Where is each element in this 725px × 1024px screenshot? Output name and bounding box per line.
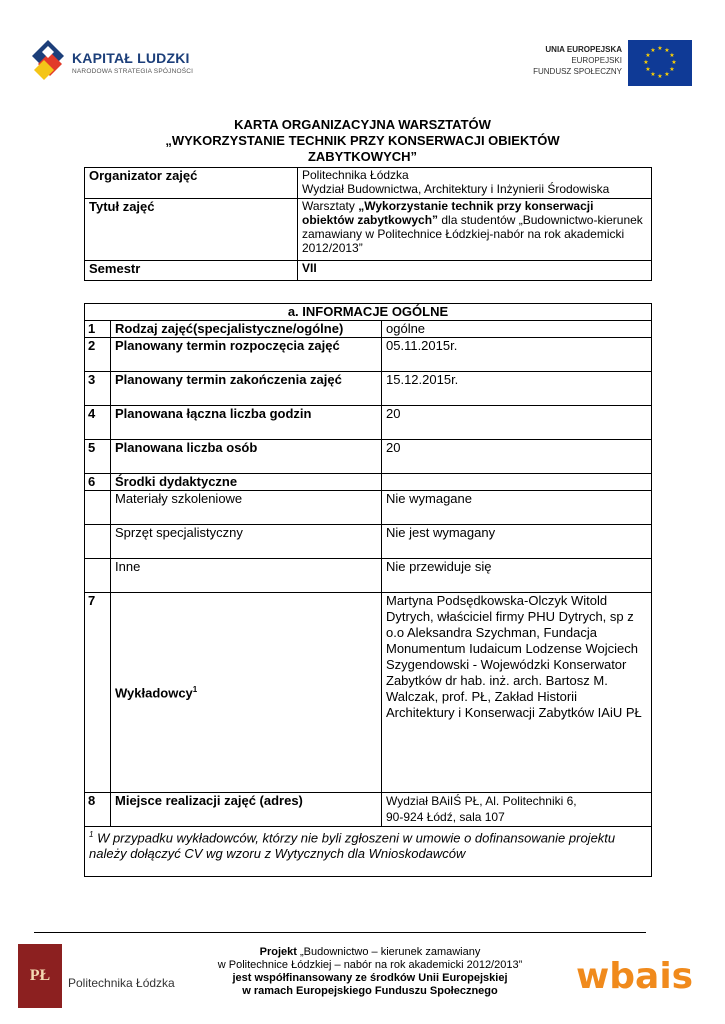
svg-text:★: ★ xyxy=(669,52,675,59)
organization-table xyxy=(84,167,652,281)
footnote-mark: 1 xyxy=(89,830,94,839)
footnote-text: W przypadku wykładowców, którzy nie byli zgłoszeni w umowie o dofinansowanie projektu należy dołączyć CV wg wzoru z Wytycznych dla Wnioskodawców xyxy=(89,830,616,862)
info-row xyxy=(85,321,652,338)
project-line2: w Politechnice Łódzkiej – nabór na rok akademicki 2012/2013” xyxy=(217,959,523,971)
row-number-empty xyxy=(85,491,111,525)
eu-line3: FUNDUSZ SPOŁECZNY xyxy=(533,67,622,76)
svg-text:★: ★ xyxy=(657,45,663,52)
course-title-row xyxy=(85,199,652,261)
teaching-aid-label: Sprzęt specjalistyczny xyxy=(111,525,382,559)
svg-text:★: ★ xyxy=(657,73,663,80)
svg-text:★: ★ xyxy=(645,66,651,73)
info-header: a. INFORMACJE OGÓLNE xyxy=(85,304,652,321)
title-line2: „WYKORZYSTANIE TECHNIK PRZY KONSERWACJI OBIEKTÓW xyxy=(165,133,560,148)
course-title-rest: dla studentów „Budownictwo-kierunek zamawiany w Politechnice Łódzkiej-nabór na rok akademicki 2012/2013” xyxy=(302,213,643,255)
row-value: 05.11.2015r. xyxy=(382,338,652,372)
lecturers-label-cell xyxy=(111,593,382,793)
kapital-ludzki-title: KAPITAŁ LUDZKI xyxy=(72,50,190,66)
row-label: Planowana liczba osób xyxy=(111,440,382,474)
title-line3: ZABYTKOWYCH” xyxy=(307,149,418,164)
info-row xyxy=(85,440,652,474)
project-line1-text: „Budownictwo – kierunek zamawiany xyxy=(296,946,481,958)
svg-text:★: ★ xyxy=(650,71,656,78)
row-value xyxy=(382,474,652,491)
eu-flag-icon xyxy=(628,40,692,86)
lecturers-value: Martyna Podsędkowska-Olczyk Witold Dytrych, właściciel firmy PHU Dytrych, sp z o.o Aleksandra Szychman, Fundacja Monumentum Iudaicum Lodzense Wojciech Szygendowski - Wojewódzki Konserwator Zabytków dr hab. inż. arch. Bartosz M. Walczak, prof. PŁ, Zakład Historii Architektury i Konserwacji Zabytków IAiU PŁ xyxy=(382,593,652,793)
organizer-line1: Politechnika Łódzka xyxy=(302,168,409,182)
course-title-prefix: Warsztaty xyxy=(302,199,359,213)
project-line4: w ramach Europejskiego Funduszu Społecznego xyxy=(242,985,498,997)
course-title-value xyxy=(298,199,652,261)
teaching-aid-row xyxy=(85,559,652,593)
lecturers-row xyxy=(85,593,652,793)
teaching-aid-label: Materiały szkoleniowe xyxy=(111,491,382,525)
row-number: 2 xyxy=(85,338,111,372)
row-value: ogólne xyxy=(382,321,652,338)
svg-text:★: ★ xyxy=(671,59,677,66)
svg-text:★: ★ xyxy=(664,47,670,54)
row-label: Planowana łączna liczba godzin xyxy=(111,406,382,440)
course-title-label: Tytuł zajęć xyxy=(85,199,298,261)
info-row xyxy=(85,372,652,406)
row-number: 3 xyxy=(85,372,111,406)
teaching-aid-value: Nie jest wymagany xyxy=(382,525,652,559)
svg-text:★: ★ xyxy=(650,47,656,54)
row-label: Środki dydaktyczne xyxy=(111,474,382,491)
row-number: 1 xyxy=(85,321,111,338)
kapital-ludzki-logo xyxy=(28,36,208,90)
svg-text:★: ★ xyxy=(643,59,649,66)
project-label: Projekt xyxy=(259,946,297,958)
eu-logo xyxy=(512,40,692,90)
footer-divider xyxy=(34,932,646,933)
row-value: 20 xyxy=(382,406,652,440)
row-number-empty xyxy=(85,525,111,559)
general-info-table xyxy=(84,303,652,877)
footnote-row xyxy=(85,827,652,877)
pl-name: Politechnika Łódzka xyxy=(68,976,175,990)
location-row xyxy=(85,793,652,827)
pl-emblem-icon: PŁ xyxy=(18,944,62,1008)
semester-label: Semestr xyxy=(85,261,298,281)
location-label: Miejsce realizacji zajęć (adres) xyxy=(111,793,382,827)
title-line1: KARTA ORGANIZACYJNA WARSZTATÓW xyxy=(234,117,491,132)
kapital-ludzki-emblem-icon xyxy=(28,36,68,86)
row-number: 4 xyxy=(85,406,111,440)
info-header-row xyxy=(85,304,652,321)
project-line3: jest współfinansowany ze środków Unii Europejskiej xyxy=(232,972,508,984)
svg-text:★: ★ xyxy=(664,71,670,78)
row-label: Rodzaj zajęć(specjalistyczne/ogólne) xyxy=(111,321,382,338)
svg-text:★: ★ xyxy=(645,52,651,59)
row-number-empty xyxy=(85,559,111,593)
location-line1: Wydział BAiIŚ PŁ, Al. Politechniki 6, xyxy=(386,794,577,808)
row-value: 15.12.2015r. xyxy=(382,372,652,406)
organizer-label: Organizator zajęć xyxy=(85,168,298,199)
row-number: 6 xyxy=(85,474,111,491)
teaching-aid-label: Inne xyxy=(111,559,382,593)
organizer-value xyxy=(298,168,652,199)
eu-line1: UNIA EUROPEJSKA xyxy=(545,45,622,54)
row-number: 8 xyxy=(85,793,111,827)
teaching-aid-value: Nie wymagane xyxy=(382,491,652,525)
row-value: 20 xyxy=(382,440,652,474)
kapital-ludzki-subtitle: NARODOWA STRATEGIA SPÓJNOŚCI xyxy=(72,68,194,75)
location-value xyxy=(382,793,652,827)
semester-row xyxy=(85,261,652,281)
location-line2: 90-924 Łódź, sala 107 xyxy=(386,810,505,824)
row-label: Planowany termin zakończenia zajęć xyxy=(111,372,382,406)
eu-text xyxy=(533,44,622,77)
wbais-logo-text: wbais xyxy=(576,956,694,997)
organizer-row xyxy=(85,168,652,199)
project-line1 xyxy=(170,946,570,959)
footnote-mark: 1 xyxy=(192,684,198,694)
teaching-aid-value: Nie przewiduje się xyxy=(382,559,652,593)
info-row xyxy=(85,338,652,372)
svg-text:★: ★ xyxy=(669,66,675,73)
info-row xyxy=(85,474,652,491)
teaching-aid-row xyxy=(85,491,652,525)
eu-line2: EUROPEJSKI xyxy=(571,56,622,65)
footnote xyxy=(85,827,652,877)
semester-value: VII xyxy=(298,261,652,281)
politechnika-lodzka-logo xyxy=(18,944,178,1010)
project-footer-text xyxy=(170,946,570,998)
wbais-logo xyxy=(572,950,702,998)
teaching-aid-row xyxy=(85,525,652,559)
info-row xyxy=(85,406,652,440)
course-title-bold: „Wykorzystanie technik przy konserwacji obiektów zabytkowych” xyxy=(302,199,594,227)
row-label: Planowany termin rozpoczęcia zajęć xyxy=(111,338,382,372)
lecturers-label: Wykładowcy xyxy=(115,685,193,701)
document-title xyxy=(0,117,725,165)
row-number: 5 xyxy=(85,440,111,474)
row-number: 7 xyxy=(85,593,111,793)
organizer-line2: Wydział Budownictwa, Architektury i Inżynierii Środowiska xyxy=(302,182,610,196)
